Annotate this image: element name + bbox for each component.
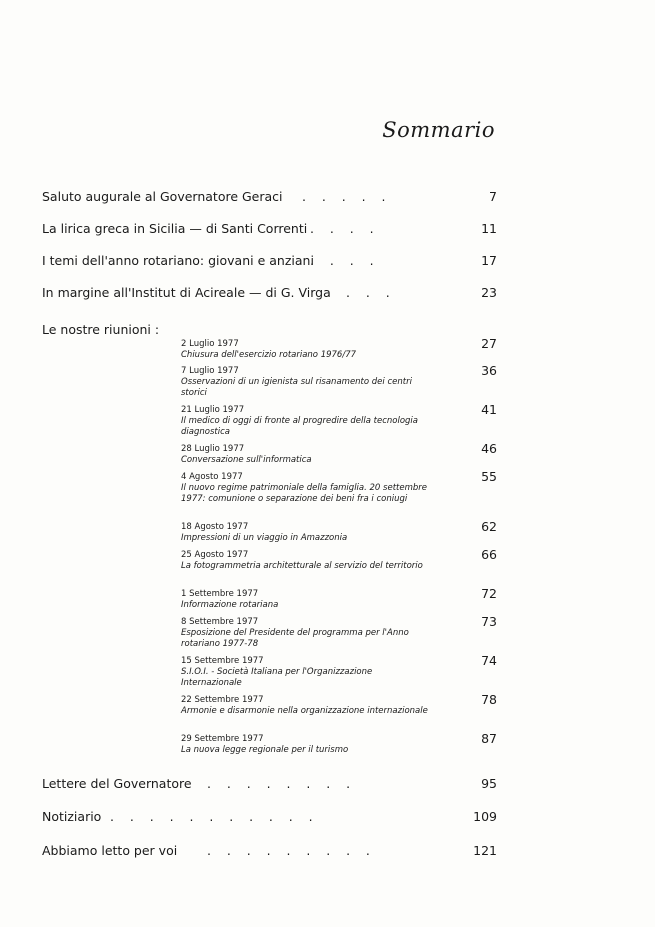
meeting-topic: S.I.O.I. - Società Italiana per l'Organizzazione Internazionale	[181, 667, 373, 688]
toc-entry-label: Abbiamo letto per voi	[42, 843, 178, 858]
meeting-entry	[181, 469, 497, 505]
meeting-topic: Armonie e disarmonie nella organizzazione internazionale	[181, 706, 428, 716]
section-heading: Le nostre riunioni :	[42, 322, 160, 337]
meeting-topic: Informazione rotariana	[181, 600, 279, 610]
toc-entry-page: 121	[473, 843, 497, 858]
leader-dots: . . .	[346, 285, 390, 300]
meeting-entry	[181, 441, 497, 466]
toc-entry	[42, 221, 497, 239]
meeting-date: 4 Agosto 1977	[181, 472, 243, 482]
toc-entry-page: 17	[481, 253, 497, 268]
meeting-page: 74	[481, 653, 497, 668]
meeting-page: 72	[481, 586, 497, 601]
toc-entry-page: 23	[481, 285, 497, 300]
meeting-topic: Esposizione del Presidente del programma per l'Anno rotariano 1977-78	[181, 628, 409, 649]
meeting-topic: Chiusura dell'esercizio rotariano 1976/77	[181, 350, 357, 360]
toc-entry	[42, 253, 497, 271]
meeting-date: 18 Agosto 1977	[181, 522, 249, 532]
leader-dots: . . . . . . . . . . .	[110, 809, 313, 824]
meeting-date: 21 Luglio 1977	[181, 405, 245, 415]
meeting-entry	[181, 402, 497, 438]
meeting-topic: Il medico di oggi di fronte al progredire della tecnologia diagnostica	[181, 416, 418, 437]
meeting-date: 25 Agosto 1977	[181, 550, 249, 560]
meeting-entry	[181, 363, 497, 399]
toc-entry-page: 95	[481, 776, 497, 791]
meeting-page: 62	[481, 519, 497, 534]
meeting-page: 36	[481, 363, 497, 378]
meeting-page: 87	[481, 731, 497, 746]
toc-entry	[42, 189, 497, 207]
meeting-page: 73	[481, 614, 497, 629]
meeting-date: 15 Settembre 1977	[181, 656, 264, 666]
meeting-date: 22 Settembre 1977	[181, 695, 264, 705]
meeting-date: 1 Settembre 1977	[181, 589, 259, 599]
leader-dots: . . . .	[310, 253, 374, 268]
meeting-topic: Osservazioni di un igienista sul risanamento dei centri storici	[181, 377, 412, 398]
meeting-date: 7 Luglio 1977	[181, 366, 239, 376]
toc-entry	[42, 809, 497, 827]
meeting-topic: La fotogrammetria architetturale al servizio del territorio	[181, 561, 423, 571]
meeting-topic: La nuova legge regionale per il turismo	[181, 745, 349, 755]
meeting-topic: Il nuovo regime patrimoniale della famiglia. 20 settembre 1977: comunione o separazione dei beni fra i coniugi	[181, 483, 427, 504]
meeting-entry	[181, 519, 497, 544]
meeting-page: 55	[481, 469, 497, 484]
toc-entry-page: 11	[481, 221, 497, 236]
toc-entry	[42, 843, 497, 861]
toc-entry-label: In margine all'Institut di Acireale — di G. Virga	[42, 285, 331, 300]
toc-entry	[42, 285, 497, 303]
toc-entry-label: I temi dell'anno rotariano: giovani e anziani	[42, 253, 314, 268]
toc-entry-page: 109	[473, 809, 497, 824]
meeting-entry	[181, 586, 497, 611]
meeting-date: 2 Luglio 1977	[181, 339, 239, 349]
toc-entry	[42, 776, 497, 794]
meeting-entry	[181, 336, 497, 361]
meeting-date: 28 Luglio 1977	[181, 444, 245, 454]
leader-dots: . . . . . . . . .	[207, 843, 370, 858]
meeting-entry	[181, 731, 497, 756]
page-title: Sommario	[382, 118, 495, 142]
toc-entry-page: 7	[489, 189, 497, 204]
meeting-page: 41	[481, 402, 497, 417]
meeting-page: 66	[481, 547, 497, 562]
leader-dots: . . . .	[310, 221, 374, 236]
meeting-date: 29 Settembre 1977	[181, 734, 264, 744]
toc-entry-label: Notiziario	[42, 809, 102, 824]
meeting-page: 27	[481, 336, 497, 351]
toc-entry-label: La lirica greca in Sicilia — di Santi Correnti	[42, 221, 308, 236]
meeting-page: 78	[481, 692, 497, 707]
meeting-entry	[181, 547, 497, 572]
toc-entry-label: Lettere del Governatore	[42, 776, 192, 791]
leader-dots: . . . . . . . .	[207, 776, 351, 791]
meeting-entry	[181, 692, 497, 717]
meeting-entry	[181, 653, 497, 689]
meeting-entry	[181, 614, 497, 650]
meeting-date: 8 Settembre 1977	[181, 617, 259, 627]
toc-entry-label: Saluto augurale al Governatore Geraci	[42, 189, 283, 204]
meeting-page: 46	[481, 441, 497, 456]
leader-dots: . . . . .	[302, 189, 386, 204]
meeting-topic: Conversazione sull'informatica	[181, 455, 312, 465]
meeting-topic: Impressioni di un viaggio in Amazzonia	[181, 533, 348, 543]
